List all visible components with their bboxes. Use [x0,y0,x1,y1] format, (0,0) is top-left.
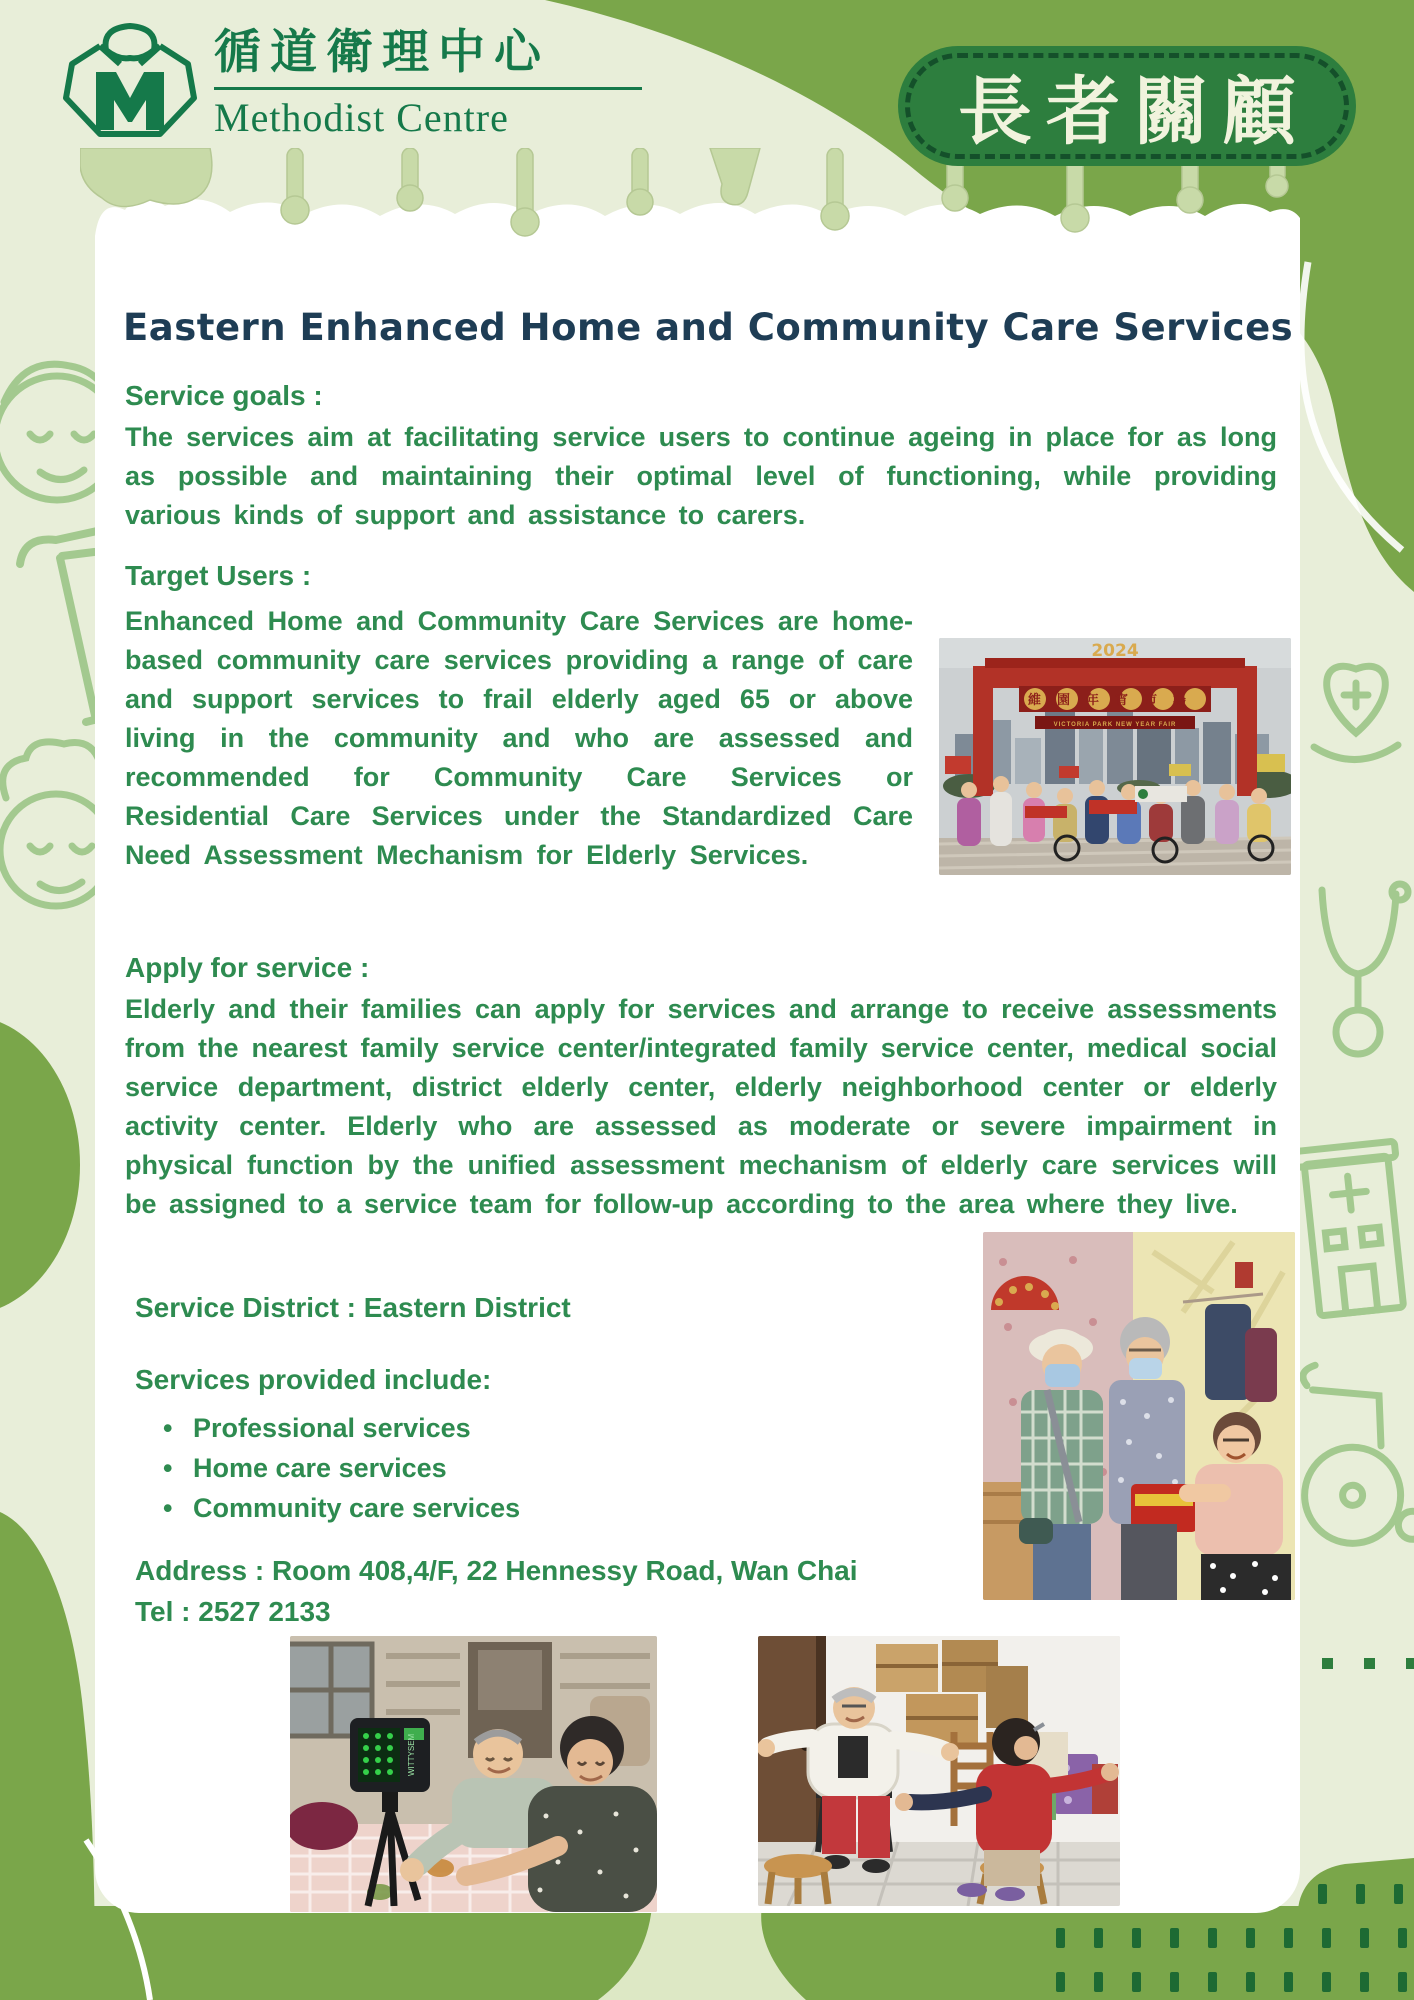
address-value: Room 408,4/F, 22 Hennessy Road, Wan Chai [271,1555,858,1586]
methodist-logo-icon [62,20,198,144]
apply-text: Elderly and their families can apply for services and arrange to receive assessments from the nearest family service center/integrated family service center, medical social service department, district elderly center, elderly neighborhood center or elderly activity center. Elderly who are assessed as moderate or severe impairment in physical function by the unified assessment mechanism of elderly care services will be assigned to a service team for follow-up according to the area where they live. [125,994,1277,1219]
section-contact [135,1550,858,1632]
target-users-heading: Target Users : [125,560,312,591]
apply-heading: Apply for service : [125,952,370,983]
logo-english-name: Methodist Centre [214,94,509,140]
photo-new-year-fair [939,638,1291,875]
photo-device-training [290,1636,657,1912]
elderly-care-badge [898,46,1356,166]
list-item: • Home care services [135,1448,520,1488]
tel-label: Tel : [135,1596,191,1627]
list-item: • Professional services [135,1408,520,1448]
paper-sheet [95,268,1300,1913]
stethoscope-doodle [1300,880,1414,1070]
service-district-label: Service District : [135,1292,356,1323]
fair-sign-sub: VICTORIA PARK NEW YEAR FAIR [1053,722,1177,728]
hospital-doodle [1292,1118,1414,1328]
fair-year: 2024 [1091,641,1139,661]
wheelchair-doodle [1292,1345,1414,1565]
page-title: Eastern Enhanced Home and Community Care Services [123,306,1294,349]
elderly-care-badge-label: 長者關顧 [905,53,1349,159]
service-district-line [135,1292,571,1324]
torn-paper-edge [80,148,1315,274]
photo-home-visit [983,1232,1295,1600]
section-service-goals [125,380,1277,535]
section-apply [125,952,1277,1224]
logo-text-block [214,28,642,141]
dot-row [1322,1658,1414,1669]
section-services-include [135,1364,520,1528]
logo-chinese-name: 循道衛理中心 [214,27,550,79]
tel-line [135,1591,858,1632]
address-label: Address : [135,1555,265,1586]
logo-divider [214,87,642,90]
services-include-heading: Services provided include: [135,1364,492,1395]
service-goals-text: The services aim at facilitating service users to continue ageing in place for as long as possible and maintaining their optimal level of functioning, while providing various kinds of support and assistance to carers. [125,422,1277,530]
services-include-list [135,1408,520,1528]
section-target-users [125,560,1297,875]
target-users-text: Enhanced Home and Community Care Services are home-based community care services providing a range of care and support services to frail elderly aged 65 or above living in the community and who are assessed and recommended for Community Care Services or Residential Care Services under the Standardized Care Need Assessment Mechanism for Elderly Services. [125,606,913,870]
list-item: • Community care services [135,1488,520,1528]
fair-sign: 維園年宵市場 [1027,692,1203,707]
tel-value: 2527 2133 [198,1596,331,1627]
heart-doodle [1296,585,1414,775]
service-district-value: Eastern District [363,1292,571,1323]
address-line [135,1550,858,1591]
device-label: WITTYSEM [407,1733,416,1776]
photo-home-exercise [758,1636,1120,1906]
service-goals-heading: Service goals : [125,380,323,411]
